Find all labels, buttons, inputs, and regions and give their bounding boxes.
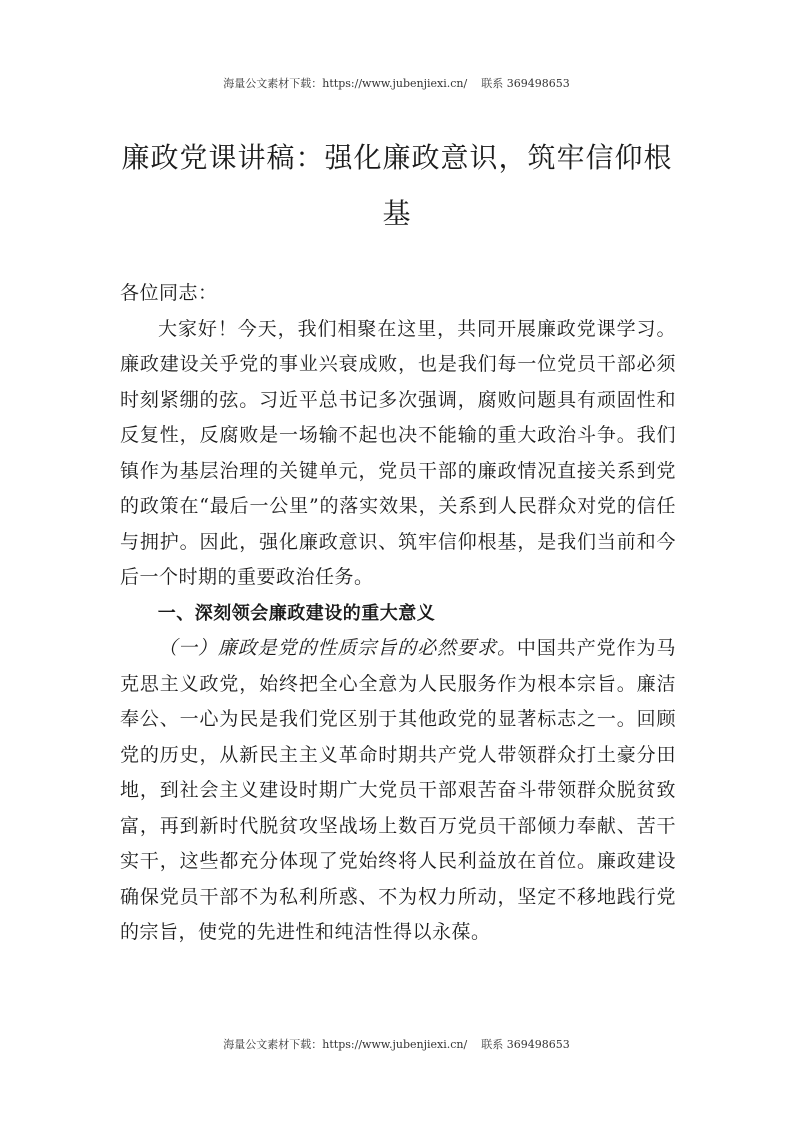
page-header: [0, 75, 793, 91]
document-body: [120, 276, 676, 951]
document-title: 廉政党课讲稿：强化廉政意识，筑牢信仰根基: [121, 141, 673, 230]
header-source-label: 海量公文素材下载：https://www.jubenjiexi.cn/: [223, 77, 468, 90]
footer-source-label: 海量公文素材下载：https://www.jubenjiexi.cn/: [223, 1038, 468, 1051]
salutation: 各位同志：: [120, 282, 218, 304]
header-contact: 联系 369498653: [481, 77, 570, 90]
footer-contact: 联系 369498653: [481, 1038, 570, 1051]
section-heading-1: 一、深刻领会廉政建设的重大意义: [157, 602, 436, 624]
subsection-heading-1: （一）廉政是党的性质宗旨的必然要求。: [158, 637, 517, 659]
page-footer: [0, 1036, 793, 1052]
subsection-paragraph-1: [120, 631, 676, 951]
intro-paragraph: 大家好！今天，我们相聚在这里，共同开展廉政党课学习。廉政建设关乎党的事业兴衰成败，也是我们每一位党员干部必须时刻紧绷的弦。习近平总书记多次强调，腐败问题具有顽固性和反复性，反腐败是一场输不起也决不能输的重大政治斗争。我们镇作为基层治理的关键单元，党员干部的廉政情况直接关系到党的政策在“最后一公里”的落实效果，关系到人民群众对党的信任与拥护。因此，强化廉政意识、筑牢信仰根基，是我们当前和今后一个时期的重要政治任务。: [120, 317, 676, 588]
subsection-body-1: 中国共产党作为马克思主义政党，始终把全心全意为人民服务作为根本宗旨。廉洁奉公、一心为民是我们党区别于其他政党的显著标志之一。回顾党的历史，从新民主主义革命时期共产党人带领群众打土豪分田地，到社会主义建设时期广大党员干部艰苦奋斗带领群众脱贫致富，再到新时代脱贫攻坚战场上数百万党员干部倾力奉献、苦干实干，这些都充分体现了党始终将人民利益放在首位。廉政建设确保党员干部不为私利所惑、不为权力所动，坚定不移地践行党的宗旨，使党的先进性和纯洁性得以永葆。: [120, 637, 676, 943]
